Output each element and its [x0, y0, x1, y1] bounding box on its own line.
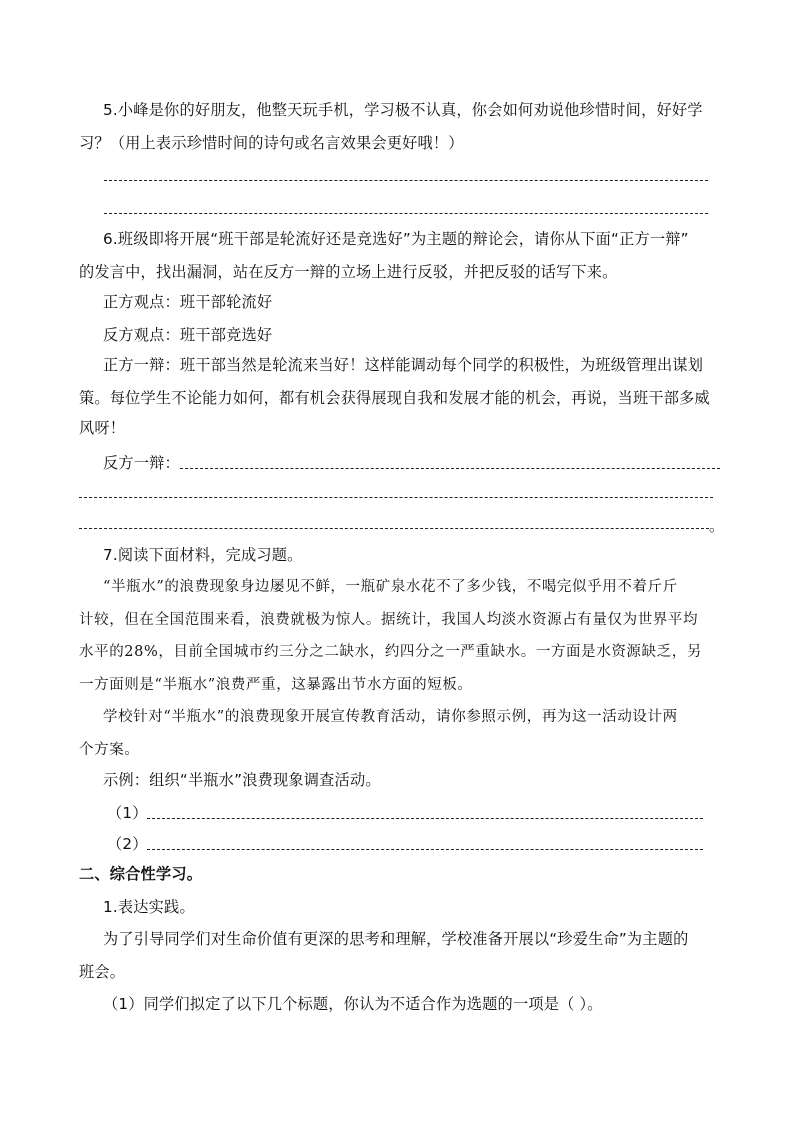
q6-end-mark: 。: [709, 517, 725, 535]
answer-blank-line[interactable]: [147, 818, 703, 819]
answer-blank-line[interactable]: [180, 468, 720, 469]
q7-material-line4: 一方面则是“半瓶水”浪费严重，这暴露出节水方面的短板。: [79, 677, 473, 693]
q6-pro-view: 正方观点：班干部轮流好: [103, 293, 273, 311]
answer-blank-line[interactable]: [147, 849, 703, 850]
q7-material-line2: 计较，但在全国范围来看，浪费就极为惊人。据统计，我国人均淡水资源占有量仅为世界平均: [79, 612, 699, 628]
q5-line2: 习？（用上表示珍惜时间的诗句或名言效果会更好哦！）: [79, 134, 464, 152]
q5-line1: 5.小峰是你的好朋友，他整天玩手机，学习极不认真，你会如何劝说他珍惜时间，好好学: [103, 101, 703, 119]
q7-material-line1: “半瓶水”的浪费现象身边屡见不鲜，一瓶矿泉水花不了多少钱，不喝完似乎用不着斤斤: [103, 579, 678, 595]
q6-speech-line3: 风呀！: [79, 419, 126, 437]
q6-line2: 的发言中，找出漏洞，站在反方一辩的立场上进行反驳，并把反驳的话写下来。: [79, 263, 618, 281]
answer-blank-line[interactable]: [104, 213, 708, 214]
q6-con-view: 反方观点：班干部竞选好: [103, 326, 273, 344]
q7-item2-label: （2）: [107, 835, 148, 853]
answer-blank-line[interactable]: [104, 180, 708, 181]
answer-blank-line[interactable]: [79, 528, 709, 529]
q6-line1: 6.班级即将开展“班干部是轮流好还是竞选好”为主题的辩论会，请你从下面“正方一辩”: [103, 230, 689, 248]
answer-blank-line[interactable]: [79, 497, 713, 498]
q7-task-line2: 个方案。: [79, 742, 140, 758]
q6-speech-line1: 正方一辩：班干部当然是轮流来当好！这样能调动每个同学的积极性，为班级管理出谋划: [103, 356, 704, 374]
section2-heading: 二、综合性学习。: [79, 865, 203, 883]
q7-material-line3: 水平的28%，目前全国城市约三分之二缺水，约四分之一严重缺水。一方面是水资源缺乏，另: [79, 644, 702, 660]
q7-item1-label: （1）: [107, 804, 148, 822]
q6-answer-label: 反方一辩：: [103, 454, 180, 472]
section2-question1: （1）同学们拟定了以下几个标题，你认为不适合作为选题的一项是（ ）。: [103, 995, 603, 1013]
q7-example: 示例：组织“半瓶水”浪费现象调查活动。: [103, 771, 381, 789]
section2-sub1: 1.表达实践。: [103, 898, 195, 916]
q6-speech-line2: 策。每位学生不论能力如何，都有机会获得展现自我和发展才能的机会，再说，当班干部多威: [79, 389, 710, 407]
q7-title: 7.阅读下面材料，完成习题。: [103, 546, 303, 564]
section2-para-line2: 班会。: [79, 963, 126, 981]
q7-task-line1: 学校针对“半瓶水”的浪费现象开展宣传教育活动，请你参照示例，再为这一活动设计两: [103, 709, 678, 725]
section2-para-line1: 为了引导同学们对生命价值有更深的思考和理解，学校准备开展以“珍爱生命”为主题的: [103, 930, 689, 948]
